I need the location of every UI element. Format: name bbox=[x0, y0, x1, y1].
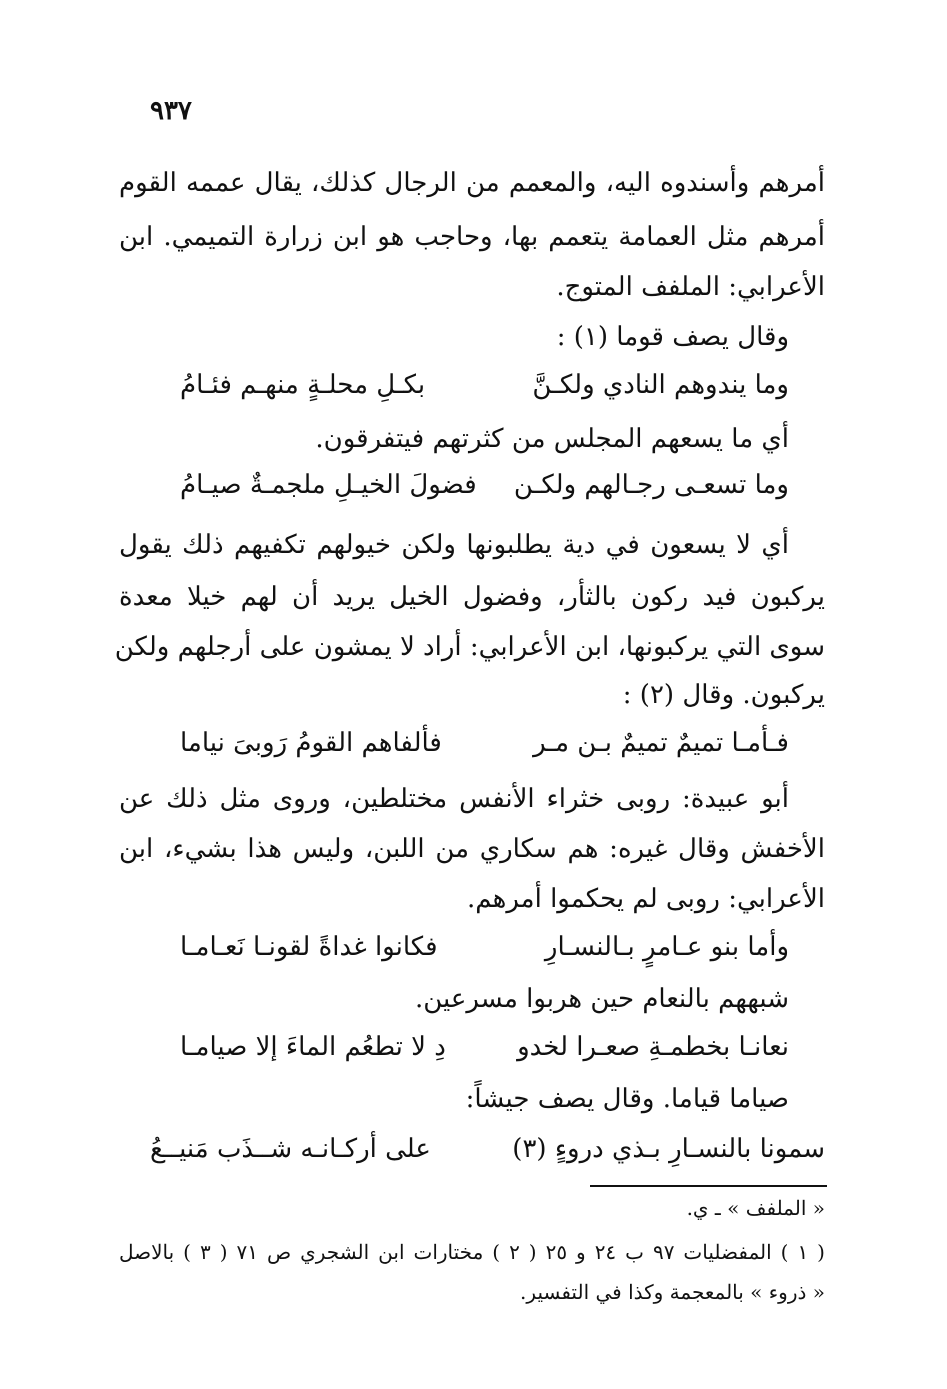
footnote-line: ( ١ ) المفضليات ٩٧ ب ٢٤ و ٢٥ ( ٢ ) مختارات ابن الشجري ص ٧١ ( ٣ ) بالاصل bbox=[119, 1240, 825, 1264]
verse-first-hemistich: وما يندوهم النادي ولكـنَّ bbox=[532, 370, 789, 400]
text-line: سوى التي يركبونها، ابن الأعرابي: أراد لا يمشون على أرجلهم ولكن bbox=[114, 632, 825, 662]
text-line: شبههم بالنعام حين هربوا مسرعين. bbox=[415, 984, 789, 1014]
verse-line bbox=[180, 470, 789, 500]
text-line: يركبون. وقال (٢) : bbox=[622, 680, 825, 710]
verse-line bbox=[180, 932, 789, 962]
verse-second-hemistich: بكـلِ محلـةٍ منهـم فئـامُ bbox=[180, 370, 426, 400]
footnote-line: « الملفف » ـ ي. bbox=[686, 1196, 825, 1220]
verse-line bbox=[180, 728, 789, 758]
verse-second-hemistich: فضولَ الخيـلِ ملجمـةٌ صيـامُ bbox=[180, 470, 477, 500]
verse-line bbox=[180, 1032, 789, 1062]
text-line: الأعرابي: روبى لم يحكموا أمرهم. bbox=[467, 884, 825, 914]
text-line: الأعرابي: الملفف المتوج. bbox=[556, 272, 825, 302]
text-line: صياما قياما. وقال يصف جيشاً: bbox=[465, 1084, 789, 1114]
text-line: أبو عبيدة: روبى خثراء الأنفس مختلطين، وروى مثل ذلك عن bbox=[119, 784, 789, 814]
verse-first-hemistich: سمونا بالنسـارِ بـذي دروءٍ (٣) bbox=[512, 1134, 825, 1164]
verse-second-hemistich: فألفاهم القومُ رَوبىَ نياما bbox=[180, 728, 442, 758]
verse-second-hemistich: فكانوا غداةً لقونـا نَعـامـا bbox=[180, 932, 438, 962]
verse-first-hemistich: وأما بنو عـامرٍ بـالنسـارِ bbox=[544, 932, 789, 962]
verse-second-hemistich: دِ لا تطعُم الماءَ إلا صيامـا bbox=[180, 1032, 446, 1062]
verse-line bbox=[180, 370, 789, 400]
verse-first-hemistich: فـأمـا تميمٌ تميمٌ بـن مـر bbox=[533, 728, 789, 758]
text-line: وقال يصف قوما (١) : bbox=[556, 322, 789, 352]
page-number: ٩٣٧ bbox=[150, 96, 192, 126]
verse-first-hemistich: نعانـا بخطمـةِ صعـرا لخدو bbox=[517, 1032, 789, 1062]
text-line: أمرهم مثل العمامة يتعمم بها، وحاجب هو ابن زرارة التميمي. ابن bbox=[119, 222, 825, 252]
verse-first-hemistich: وما تسعـى رجـالهم ولكـن bbox=[513, 470, 789, 500]
text-line: يركبون فيد ركون بالثأر، وفضول الخيل يريد أن لهم خيلا معدة bbox=[119, 582, 825, 612]
text-line: أمرهم وأسندوه اليه، والمعمم من الرجال كذلك، يقال عممه القوم bbox=[119, 168, 825, 198]
text-line: أي ما يسعهم المجلس من كثرتهم فيتفرقون. bbox=[315, 424, 789, 454]
footnote-line: « ذروء » بالمعجمة وكذا في التفسير. bbox=[520, 1280, 825, 1304]
verse-line bbox=[150, 1134, 825, 1164]
text-line: الأخفش وقال غيره: هم سكاري من اللبن، وليس هذا بشيء، ابن bbox=[119, 834, 825, 864]
verse-second-hemistich: على أركـانـه شــذَب مَنيــعُ bbox=[150, 1134, 431, 1164]
text-line: أي لا يسعون في دية يطلبونها ولكن خيولهم تكفيهم ذلك يقول bbox=[119, 530, 789, 560]
footnote-divider bbox=[590, 1185, 827, 1187]
